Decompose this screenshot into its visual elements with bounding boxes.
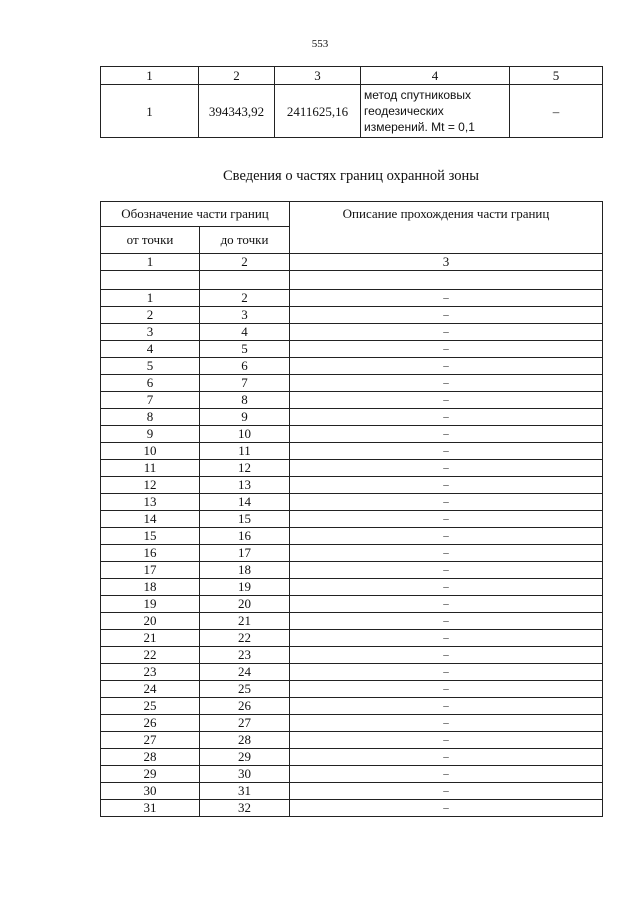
description-dash: – [290, 681, 603, 698]
description-dash: – [290, 630, 603, 647]
to-point: 6 [200, 358, 290, 375]
point-number: 1 [101, 85, 199, 138]
coordinate-x: 394343,92 [199, 85, 275, 138]
column-number-5: 5 [510, 67, 603, 85]
from-point: 8 [101, 409, 200, 426]
table-row [101, 630, 603, 647]
from-point: 6 [101, 375, 200, 392]
header-to-point: до точки [200, 227, 290, 254]
from-point: 3 [101, 324, 200, 341]
to-point: 29 [200, 749, 290, 766]
table-row [101, 409, 603, 426]
from-point: 22 [101, 647, 200, 664]
to-point: 30 [200, 766, 290, 783]
table-row [101, 749, 603, 766]
description-dash: – [290, 613, 603, 630]
from-point: 24 [101, 681, 200, 698]
description-dash: – [290, 392, 603, 409]
blank-row [101, 271, 603, 290]
table-row [101, 647, 603, 664]
coordinates-data-row [101, 85, 603, 138]
to-point: 10 [200, 426, 290, 443]
to-point: 20 [200, 596, 290, 613]
to-point: 8 [200, 392, 290, 409]
from-point: 23 [101, 664, 200, 681]
table-row [101, 766, 603, 783]
description-dash: – [290, 511, 603, 528]
column-number-1: 1 [101, 67, 199, 85]
description-dash: – [290, 324, 603, 341]
table-row [101, 290, 603, 307]
coordinates-header-row [101, 67, 603, 85]
from-point: 20 [101, 613, 200, 630]
blank-cell [200, 271, 290, 290]
to-point: 25 [200, 681, 290, 698]
to-point: 9 [200, 409, 290, 426]
to-point: 32 [200, 800, 290, 817]
to-point: 19 [200, 579, 290, 596]
column-number-4: 4 [361, 67, 510, 85]
description-dash: – [290, 664, 603, 681]
method-line: измерений. Mt = 0,1 [364, 120, 475, 134]
table-row [101, 307, 603, 324]
header-boundary-designation: Обозначение части границ [101, 202, 290, 227]
to-point: 28 [200, 732, 290, 749]
table-row [101, 341, 603, 358]
table-row [101, 596, 603, 613]
table-row [101, 732, 603, 749]
blank-cell [101, 271, 200, 290]
table-row [101, 426, 603, 443]
column-number-1: 1 [101, 254, 200, 271]
table-row [101, 783, 603, 800]
table-row [101, 664, 603, 681]
description-dash: – [290, 341, 603, 358]
column-number-3: 3 [290, 254, 603, 271]
to-point: 23 [200, 647, 290, 664]
method-description [361, 85, 510, 138]
from-point: 1 [101, 290, 200, 307]
description-dash: – [290, 783, 603, 800]
table-row [101, 528, 603, 545]
description-dash: – [290, 732, 603, 749]
coordinate-y: 2411625,16 [275, 85, 361, 138]
table-row [101, 375, 603, 392]
to-point: 16 [200, 528, 290, 545]
table-row [101, 358, 603, 375]
to-point: 27 [200, 715, 290, 732]
column-number-3: 3 [275, 67, 361, 85]
from-point: 17 [101, 562, 200, 579]
from-point: 16 [101, 545, 200, 562]
table-row [101, 800, 603, 817]
description-dash: – [290, 800, 603, 817]
from-point: 4 [101, 341, 200, 358]
table-row [101, 613, 603, 630]
description-dash: – [290, 596, 603, 613]
header-description: Описание прохождения части границ [290, 202, 603, 254]
to-point: 4 [200, 324, 290, 341]
to-point: 24 [200, 664, 290, 681]
table-row [101, 392, 603, 409]
table-row [101, 443, 603, 460]
from-point: 2 [101, 307, 200, 324]
to-point: 14 [200, 494, 290, 511]
from-point: 10 [101, 443, 200, 460]
to-point: 12 [200, 460, 290, 477]
to-point: 2 [200, 290, 290, 307]
from-point: 7 [101, 392, 200, 409]
from-point: 18 [101, 579, 200, 596]
table-row [101, 579, 603, 596]
description-dash: – [290, 460, 603, 477]
column-number-2: 2 [200, 254, 290, 271]
method-line: геодезических [364, 104, 444, 118]
description-dash: – [290, 715, 603, 732]
description-dash: – [290, 749, 603, 766]
table-row [101, 477, 603, 494]
from-point: 31 [101, 800, 200, 817]
to-point: 22 [200, 630, 290, 647]
description-dash: – [290, 307, 603, 324]
from-point: 25 [101, 698, 200, 715]
description-dash: – [290, 647, 603, 664]
from-point: 12 [101, 477, 200, 494]
description-dash: – [290, 426, 603, 443]
to-point: 31 [200, 783, 290, 800]
from-point: 5 [101, 358, 200, 375]
from-point: 13 [101, 494, 200, 511]
from-point: 21 [101, 630, 200, 647]
to-point: 18 [200, 562, 290, 579]
description-dash: – [290, 494, 603, 511]
to-point: 21 [200, 613, 290, 630]
blank-cell [290, 271, 603, 290]
header-from-point: от точки [101, 227, 200, 254]
description-dash: – [290, 766, 603, 783]
to-point: 17 [200, 545, 290, 562]
to-point: 13 [200, 477, 290, 494]
from-point: 27 [101, 732, 200, 749]
from-point: 28 [101, 749, 200, 766]
description-dash: – [290, 477, 603, 494]
table-row [101, 715, 603, 732]
page-number: 553 [311, 38, 329, 50]
description-dash: – [290, 290, 603, 307]
description-dash: – [290, 358, 603, 375]
description-dash: – [290, 562, 603, 579]
from-point: 30 [101, 783, 200, 800]
from-point: 29 [101, 766, 200, 783]
section-title: Сведения о частях границ охранной зоны [223, 168, 479, 184]
from-point: 19 [101, 596, 200, 613]
to-point: 7 [200, 375, 290, 392]
method-line: метод спутниковых [364, 88, 472, 102]
from-point: 9 [101, 426, 200, 443]
table-row [101, 324, 603, 341]
table-row [101, 460, 603, 477]
from-point: 26 [101, 715, 200, 732]
accuracy-value: – [510, 85, 603, 138]
description-dash: – [290, 698, 603, 715]
coordinates-table [100, 66, 603, 138]
table-row [101, 494, 603, 511]
from-point: 15 [101, 528, 200, 545]
to-point: 11 [200, 443, 290, 460]
table-row [101, 681, 603, 698]
table-row [101, 511, 603, 528]
description-dash: – [290, 579, 603, 596]
description-dash: – [290, 528, 603, 545]
description-dash: – [290, 409, 603, 426]
column-numbers-row [101, 254, 603, 271]
boundary-parts-table [100, 201, 603, 817]
column-number-2: 2 [199, 67, 275, 85]
from-point: 14 [101, 511, 200, 528]
description-dash: – [290, 545, 603, 562]
table-row [101, 698, 603, 715]
table-row [101, 545, 603, 562]
to-point: 15 [200, 511, 290, 528]
table-row [101, 562, 603, 579]
to-point: 5 [200, 341, 290, 358]
to-point: 3 [200, 307, 290, 324]
header-row-1 [101, 202, 603, 227]
description-dash: – [290, 443, 603, 460]
from-point: 11 [101, 460, 200, 477]
to-point: 26 [200, 698, 290, 715]
description-dash: – [290, 375, 603, 392]
